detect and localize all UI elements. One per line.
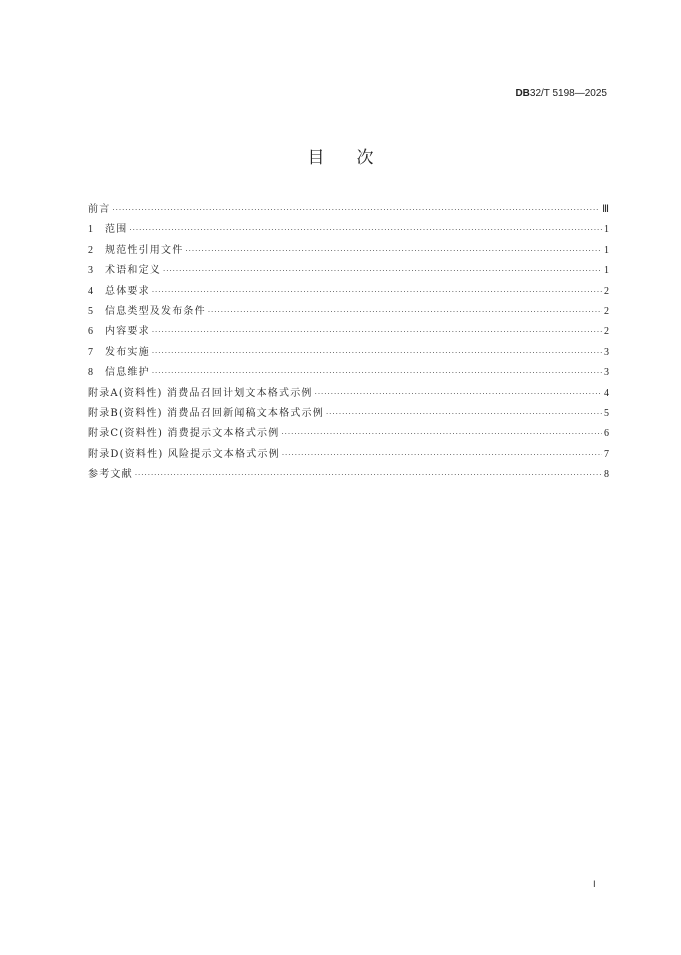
toc-leader-dots xyxy=(315,384,602,404)
page-number: Ⅰ xyxy=(593,879,596,889)
toc-entry-label xyxy=(88,302,206,322)
toc-entry-title: 范围 xyxy=(105,224,128,236)
toc-entry-number: 7 xyxy=(88,346,95,358)
toc-entry-label xyxy=(88,363,150,383)
toc-entry-page: 2 xyxy=(604,285,609,297)
toc-entry-title: 总体要求 xyxy=(105,285,150,297)
toc-entry-content-requirements[interactable] xyxy=(88,322,609,342)
toc-entry-title: 术语和定义 xyxy=(105,265,161,277)
toc-entry-number: 3 xyxy=(88,265,95,277)
toc-entry-page: 2 xyxy=(604,326,609,338)
toc-entry-terms-definitions[interactable] xyxy=(88,261,609,281)
toc-entry-page: 7 xyxy=(604,448,609,460)
toc-entry-appendix-c[interactable] xyxy=(88,424,609,444)
toc-leader-dots xyxy=(163,261,602,281)
toc-entry-number: 5 xyxy=(88,305,95,317)
toc-entry-label: 参考文献 xyxy=(88,469,133,481)
toc-entry-maintenance[interactable] xyxy=(88,363,609,383)
toc-entry-normative-references[interactable] xyxy=(88,241,609,261)
toc-entry-page: 3 xyxy=(604,367,609,379)
toc-entry-scope[interactable] xyxy=(88,220,609,240)
toc-entry-page: 3 xyxy=(604,346,609,358)
toc-entry-label: 前言 xyxy=(88,204,111,215)
toc-leader-dots xyxy=(282,445,602,465)
document-prefix: DB xyxy=(515,88,530,99)
document-code: 32/T 5198—2025 xyxy=(529,88,607,99)
toc-entry-title: 内容要求 xyxy=(105,326,150,338)
toc-entry-number: 6 xyxy=(88,326,95,338)
toc-entry-appendix-d[interactable] xyxy=(88,445,609,465)
toc-entry-title: 信息类型及发布条件 xyxy=(105,305,206,317)
toc-leader-dots xyxy=(129,220,602,240)
toc-entry-appendix-b[interactable] xyxy=(88,404,609,424)
toc-leader-dots xyxy=(208,302,602,322)
toc-entry-label: 附录C(资料性) 消费提示文本格式示例 xyxy=(88,428,280,440)
toc-leader-dots xyxy=(152,363,602,383)
toc-entry-label xyxy=(88,220,127,240)
toc-leader-dots xyxy=(152,322,602,342)
table-of-contents xyxy=(88,200,609,485)
toc-entry-appendix-a[interactable] xyxy=(88,384,609,404)
toc-entry-label xyxy=(88,343,150,363)
toc-leader-dots xyxy=(152,282,602,302)
toc-entry-title: 发布实施 xyxy=(105,346,150,358)
toc-leader-dots xyxy=(326,404,602,424)
toc-leader-dots xyxy=(152,343,602,363)
toc-entry-bibliography[interactable] xyxy=(88,465,609,485)
toc-entry-label xyxy=(88,261,161,281)
toc-entry-number: 4 xyxy=(88,285,95,297)
toc-entry-label xyxy=(88,322,150,342)
toc-entry-label xyxy=(88,241,183,261)
toc-entry-page: 1 xyxy=(604,244,609,256)
toc-leader-dots xyxy=(112,200,600,220)
toc-leader-dots xyxy=(185,241,602,261)
toc-entry-number: 8 xyxy=(88,367,95,379)
toc-entry-title: 规范性引用文件 xyxy=(105,244,184,256)
toc-entry-title: 信息维护 xyxy=(105,367,150,379)
toc-entry-label xyxy=(88,282,150,302)
toc-entry-info-types[interactable] xyxy=(88,302,609,322)
toc-entry-number: 1 xyxy=(88,224,95,236)
document-number xyxy=(515,88,607,99)
toc-entry-page: 5 xyxy=(604,407,609,419)
toc-entry-page: 6 xyxy=(604,428,609,440)
toc-entry-foreword[interactable] xyxy=(88,200,609,220)
toc-entry-number: 2 xyxy=(88,244,95,256)
toc-entry-page: 1 xyxy=(604,265,609,277)
toc-title: 目次 xyxy=(307,148,406,168)
toc-entry-general-requirements[interactable] xyxy=(88,282,609,302)
toc-entry-page: 8 xyxy=(604,469,609,481)
toc-entry-page: 1 xyxy=(604,224,609,236)
toc-leader-dots xyxy=(281,424,602,444)
toc-entry-label: 附录B(资料性) 消费品召回新闻稿文本格式示例 xyxy=(88,407,324,419)
toc-leader-dots xyxy=(135,465,602,485)
toc-entry-page: 4 xyxy=(604,387,609,399)
toc-entry-label: 附录A(资料性) 消费品召回计划文本格式示例 xyxy=(88,387,313,399)
toc-entry-label: 附录D(资料性) 风险提示文本格式示例 xyxy=(88,448,280,460)
toc-entry-page: Ⅲ xyxy=(602,204,609,215)
toc-entry-page: 2 xyxy=(604,305,609,317)
toc-entry-publication[interactable] xyxy=(88,343,609,363)
